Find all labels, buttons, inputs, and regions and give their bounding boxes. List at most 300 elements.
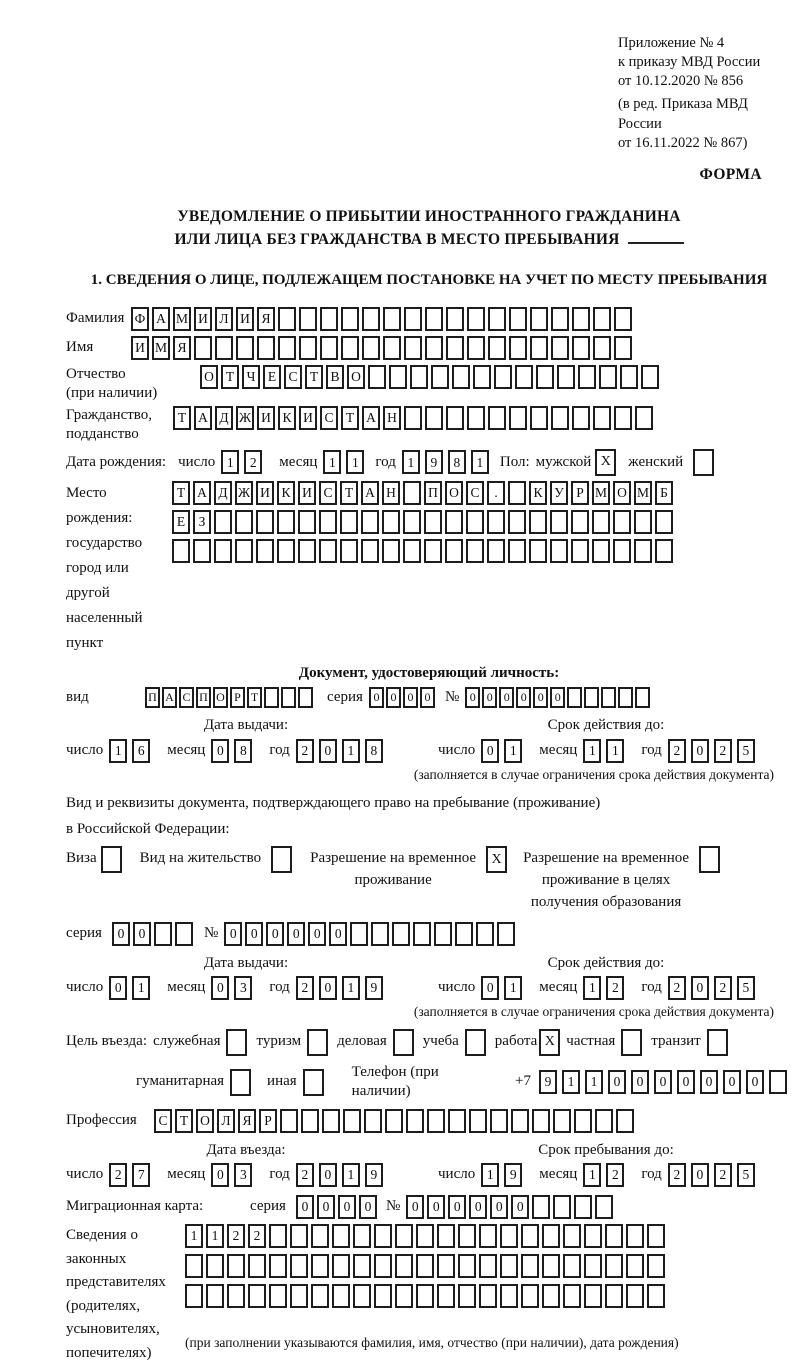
char-box[interactable] [530,336,548,360]
char-box[interactable] [641,365,659,389]
char-box[interactable] [269,1224,287,1248]
char-box[interactable]: 0 [550,687,565,708]
char-box[interactable]: Б [655,481,673,505]
char-box[interactable] [465,1029,486,1056]
char-box[interactable] [256,539,274,563]
char-box[interactable] [185,1284,203,1308]
char-box[interactable]: Ж [235,481,253,505]
char-box[interactable] [578,365,596,389]
char-box[interactable]: 1 [583,1163,601,1187]
char-box[interactable]: Т [175,1109,193,1133]
char-box[interactable] [374,1284,392,1308]
char-box[interactable] [340,510,358,534]
char-box[interactable] [301,1109,319,1133]
char-box[interactable]: 0 [112,922,130,946]
char-box[interactable] [230,1069,251,1096]
char-box[interactable] [458,1224,476,1248]
char-box[interactable]: 0 [723,1070,741,1094]
char-box[interactable]: 2 [668,976,686,1000]
char-box[interactable]: К [277,481,295,505]
char-box[interactable]: 0 [654,1070,672,1094]
char-box[interactable] [269,1284,287,1308]
char-box[interactable] [290,1284,308,1308]
char-box[interactable] [707,1029,728,1056]
char-box[interactable]: 2 [227,1224,245,1248]
char-box[interactable]: 1 [471,450,489,474]
char-box[interactable] [368,365,386,389]
char-box[interactable] [280,1109,298,1133]
char-box[interactable] [511,1109,529,1133]
char-box[interactable] [532,1195,550,1219]
char-box[interactable]: Н [382,481,400,505]
char-box[interactable]: Л [217,1109,235,1133]
char-box[interactable] [488,307,506,331]
char-box[interactable]: 1 [583,976,601,1000]
char-box[interactable] [299,336,317,360]
char-box[interactable] [563,1284,581,1308]
char-box[interactable] [374,1224,392,1248]
char-box[interactable] [416,1254,434,1278]
char-box[interactable] [235,539,253,563]
char-box[interactable] [395,1254,413,1278]
char-box[interactable] [494,365,512,389]
char-box[interactable]: 0 [319,739,337,763]
char-box[interactable]: Р [230,687,245,708]
char-box[interactable] [320,336,338,360]
char-box[interactable]: 0 [490,1195,508,1219]
char-box[interactable]: 0 [448,1195,466,1219]
char-box[interactable] [403,539,421,563]
char-box[interactable] [227,1284,245,1308]
char-box[interactable]: И [194,307,212,331]
char-box[interactable]: 2 [714,739,732,763]
char-box[interactable] [374,1254,392,1278]
char-box[interactable]: 0 [608,1070,626,1094]
char-box[interactable]: 1 [585,1070,603,1094]
char-box[interactable]: 0 [691,1163,709,1187]
char-box[interactable] [350,922,368,946]
char-box[interactable] [269,1254,287,1278]
char-box[interactable]: 2 [714,976,732,1000]
char-box[interactable] [332,1224,350,1248]
char-box[interactable] [385,1109,403,1133]
char-box[interactable]: 5 [737,739,755,763]
char-box[interactable]: 3 [234,976,252,1000]
char-box[interactable] [455,922,473,946]
char-box[interactable] [542,1284,560,1308]
char-box[interactable] [425,406,443,430]
char-box[interactable] [542,1224,560,1248]
char-box[interactable]: X [595,449,616,476]
char-box[interactable]: 2 [296,739,314,763]
char-box[interactable] [509,406,527,430]
char-box[interactable] [403,481,421,505]
char-box[interactable]: 2 [296,1163,314,1187]
char-box[interactable]: Т [340,481,358,505]
char-box[interactable]: X [486,846,507,873]
char-box[interactable] [437,1254,455,1278]
char-box[interactable]: 2 [668,739,686,763]
char-box[interactable] [605,1284,623,1308]
char-box[interactable]: И [256,481,274,505]
char-box[interactable]: 8 [448,450,466,474]
char-box[interactable]: Т [341,406,359,430]
char-box[interactable] [571,539,589,563]
char-box[interactable] [445,539,463,563]
char-box[interactable] [593,307,611,331]
char-box[interactable]: 2 [248,1224,266,1248]
char-box[interactable]: 0 [691,976,709,1000]
char-box[interactable]: 0 [406,1195,424,1219]
char-box[interactable] [635,687,650,708]
char-box[interactable] [553,1109,571,1133]
char-box[interactable] [618,687,633,708]
char-box[interactable] [613,510,631,534]
char-box[interactable]: 0 [386,687,401,708]
char-box[interactable]: 5 [737,1163,755,1187]
char-box[interactable]: 0 [308,922,326,946]
char-box[interactable]: 0 [296,1195,314,1219]
char-box[interactable] [551,336,569,360]
char-box[interactable] [424,539,442,563]
char-box[interactable]: 0 [499,687,514,708]
char-box[interactable] [595,1195,613,1219]
char-box[interactable] [626,1224,644,1248]
char-box[interactable] [614,307,632,331]
char-box[interactable] [634,539,652,563]
char-box[interactable]: 5 [737,976,755,1000]
char-box[interactable] [271,846,292,873]
char-box[interactable] [500,1224,518,1248]
char-box[interactable] [404,307,422,331]
char-box[interactable]: 0 [109,976,127,1000]
char-box[interactable] [613,539,631,563]
char-box[interactable] [332,1284,350,1308]
char-box[interactable]: 1 [342,739,360,763]
char-box[interactable] [655,510,673,534]
char-box[interactable] [605,1254,623,1278]
char-box[interactable] [437,1224,455,1248]
char-box[interactable]: М [592,481,610,505]
char-box[interactable]: 0 [369,687,384,708]
char-box[interactable] [403,510,421,534]
char-box[interactable]: А [152,307,170,331]
char-box[interactable]: 0 [533,687,548,708]
char-box[interactable] [353,1284,371,1308]
char-box[interactable] [536,365,554,389]
char-box[interactable] [416,1224,434,1248]
char-box[interactable] [298,539,316,563]
char-box[interactable] [521,1284,539,1308]
char-box[interactable] [322,1109,340,1133]
char-box[interactable]: 2 [244,450,262,474]
char-box[interactable]: 0 [511,1195,529,1219]
char-box[interactable] [500,1254,518,1278]
char-box[interactable] [406,1109,424,1133]
char-box[interactable] [601,687,616,708]
char-box[interactable] [699,846,720,873]
char-box[interactable]: 0 [700,1070,718,1094]
char-box[interactable] [487,510,505,534]
char-box[interactable]: 0 [211,739,229,763]
char-box[interactable]: Ф [131,307,149,331]
char-box[interactable]: Т [247,687,262,708]
char-box[interactable]: 1 [562,1070,580,1094]
char-box[interactable]: 1 [206,1224,224,1248]
char-box[interactable] [467,307,485,331]
char-box[interactable] [214,510,232,534]
char-box[interactable] [584,1224,602,1248]
char-box[interactable] [434,922,452,946]
char-box[interactable] [466,510,484,534]
char-box[interactable]: У [550,481,568,505]
char-box[interactable] [362,336,380,360]
char-box[interactable] [404,406,422,430]
char-box[interactable] [584,687,599,708]
char-box[interactable] [382,539,400,563]
char-box[interactable] [206,1284,224,1308]
char-box[interactable] [626,1254,644,1278]
char-box[interactable]: 9 [504,1163,522,1187]
char-box[interactable]: 2 [714,1163,732,1187]
char-box[interactable] [574,1109,592,1133]
char-box[interactable] [445,510,463,534]
char-box[interactable] [476,922,494,946]
char-box[interactable]: 0 [403,687,418,708]
char-box[interactable] [647,1224,665,1248]
char-box[interactable] [395,1284,413,1308]
char-box[interactable]: С [320,406,338,430]
char-box[interactable] [488,406,506,430]
char-box[interactable] [311,1254,329,1278]
char-box[interactable] [584,1284,602,1308]
char-box[interactable]: 1 [606,739,624,763]
char-box[interactable]: 6 [132,739,150,763]
char-box[interactable]: И [299,406,317,430]
char-box[interactable] [371,922,389,946]
char-box[interactable]: . [487,481,505,505]
char-box[interactable] [404,336,422,360]
char-box[interactable] [655,539,673,563]
char-box[interactable] [101,846,122,873]
char-box[interactable] [530,307,548,331]
char-box[interactable]: О [200,365,218,389]
char-box[interactable] [446,406,464,430]
char-box[interactable] [647,1284,665,1308]
char-box[interactable]: 8 [365,739,383,763]
char-box[interactable] [393,1029,414,1056]
char-box[interactable] [593,336,611,360]
char-box[interactable] [303,1069,324,1096]
char-box[interactable] [248,1284,266,1308]
char-box[interactable] [341,336,359,360]
char-box[interactable]: 1 [185,1224,203,1248]
char-box[interactable]: Т [305,365,323,389]
char-box[interactable]: М [152,336,170,360]
char-box[interactable] [572,307,590,331]
char-box[interactable] [277,510,295,534]
char-box[interactable] [509,307,527,331]
char-box[interactable] [425,307,443,331]
char-box[interactable] [599,365,617,389]
char-box[interactable] [479,1224,497,1248]
char-box[interactable] [550,539,568,563]
char-box[interactable]: 0 [133,922,151,946]
char-box[interactable] [416,1284,434,1308]
char-box[interactable] [278,336,296,360]
char-box[interactable]: Е [172,510,190,534]
char-box[interactable]: Д [215,406,233,430]
char-box[interactable]: М [634,481,652,505]
char-box[interactable] [343,1109,361,1133]
char-box[interactable]: 0 [338,1195,356,1219]
char-box[interactable] [592,539,610,563]
char-box[interactable] [572,336,590,360]
char-box[interactable] [563,1224,581,1248]
char-box[interactable]: 0 [266,922,284,946]
char-box[interactable]: А [162,687,177,708]
char-box[interactable] [479,1284,497,1308]
char-box[interactable] [311,1284,329,1308]
char-box[interactable]: Я [238,1109,256,1133]
char-box[interactable]: К [529,481,547,505]
char-box[interactable] [509,336,527,360]
char-box[interactable] [469,1109,487,1133]
char-box[interactable]: М [173,307,191,331]
char-box[interactable]: 0 [746,1070,764,1094]
char-box[interactable]: Ж [236,406,254,430]
char-box[interactable]: Р [259,1109,277,1133]
char-box[interactable] [256,510,274,534]
char-box[interactable]: С [154,1109,172,1133]
char-box[interactable]: 1 [504,976,522,1000]
char-box[interactable]: 9 [425,450,443,474]
char-box[interactable]: 1 [109,739,127,763]
char-box[interactable] [236,336,254,360]
char-box[interactable] [508,481,526,505]
char-box[interactable] [154,922,172,946]
char-box[interactable] [626,1284,644,1308]
char-box[interactable] [340,539,358,563]
char-box[interactable] [383,336,401,360]
char-box[interactable] [446,307,464,331]
char-box[interactable] [693,449,714,476]
char-box[interactable]: 7 [132,1163,150,1187]
char-box[interactable] [593,406,611,430]
char-box[interactable]: 9 [539,1070,557,1094]
char-box[interactable] [413,922,431,946]
char-box[interactable]: Т [172,481,190,505]
char-box[interactable] [532,1109,550,1133]
char-box[interactable]: А [193,481,211,505]
char-box[interactable] [488,336,506,360]
char-box[interactable] [614,336,632,360]
char-box[interactable]: X [539,1029,560,1056]
char-box[interactable]: Я [257,307,275,331]
char-box[interactable] [382,510,400,534]
char-box[interactable] [277,539,295,563]
char-box[interactable] [521,1224,539,1248]
char-box[interactable]: 1 [346,450,364,474]
char-box[interactable]: 1 [504,739,522,763]
char-box[interactable]: О [196,1109,214,1133]
char-box[interactable]: О [445,481,463,505]
char-box[interactable]: 0 [465,687,480,708]
char-box[interactable]: 1 [132,976,150,1000]
char-box[interactable] [458,1284,476,1308]
char-box[interactable]: 1 [342,976,360,1000]
char-box[interactable]: 2 [296,976,314,1000]
char-box[interactable] [175,922,193,946]
char-box[interactable] [647,1254,665,1278]
char-box[interactable] [235,510,253,534]
char-box[interactable]: 0 [691,739,709,763]
char-box[interactable] [634,510,652,534]
char-box[interactable]: Т [221,365,239,389]
char-box[interactable] [320,307,338,331]
char-box[interactable] [473,365,491,389]
char-box[interactable]: 2 [109,1163,127,1187]
char-box[interactable]: И [236,307,254,331]
char-box[interactable]: 0 [319,976,337,1000]
char-box[interactable] [500,1284,518,1308]
char-box[interactable] [437,1284,455,1308]
char-box[interactable]: 0 [516,687,531,708]
char-box[interactable]: 0 [317,1195,335,1219]
char-box[interactable] [621,1029,642,1056]
char-box[interactable] [299,307,317,331]
char-box[interactable]: Я [173,336,191,360]
char-box[interactable] [635,406,653,430]
char-box[interactable]: О [347,365,365,389]
char-box[interactable]: 0 [481,739,499,763]
char-box[interactable]: 0 [631,1070,649,1094]
char-box[interactable] [298,510,316,534]
char-box[interactable] [226,1029,247,1056]
char-box[interactable]: 0 [427,1195,445,1219]
char-box[interactable] [467,336,485,360]
char-box[interactable] [452,365,470,389]
char-box[interactable] [185,1254,203,1278]
char-box[interactable]: Т [173,406,191,430]
char-box[interactable]: Р [571,481,589,505]
char-box[interactable]: С [466,481,484,505]
char-box[interactable]: 8 [234,739,252,763]
char-box[interactable]: 9 [365,1163,383,1187]
char-box[interactable] [395,1224,413,1248]
char-box[interactable] [529,510,547,534]
char-box[interactable]: 2 [606,976,624,1000]
char-box[interactable] [248,1254,266,1278]
char-box[interactable] [553,1195,571,1219]
char-box[interactable] [264,687,279,708]
char-box[interactable] [290,1224,308,1248]
char-box[interactable] [257,336,275,360]
char-box[interactable] [319,510,337,534]
char-box[interactable]: 9 [365,976,383,1000]
char-box[interactable]: 0 [420,687,435,708]
char-box[interactable] [616,1109,634,1133]
char-box[interactable]: З [193,510,211,534]
char-box[interactable]: 0 [481,976,499,1000]
char-box[interactable] [353,1254,371,1278]
char-box[interactable] [508,539,526,563]
char-box[interactable]: В [326,365,344,389]
char-box[interactable] [383,307,401,331]
char-box[interactable] [311,1224,329,1248]
char-box[interactable] [361,510,379,534]
char-box[interactable] [172,539,190,563]
